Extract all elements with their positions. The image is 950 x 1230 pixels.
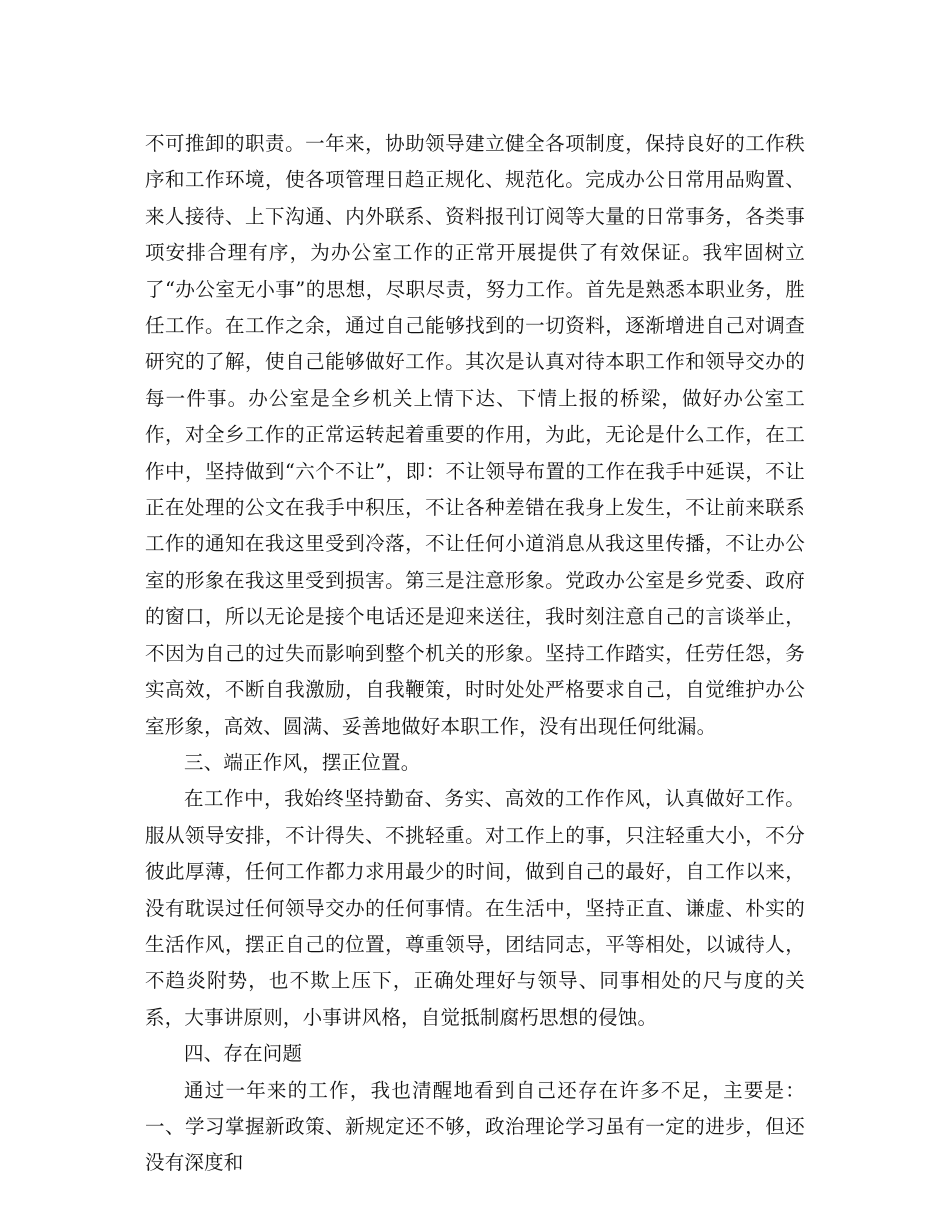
- section-heading-problems: 四、存在问题: [184, 1042, 303, 1066]
- document-body: [145, 126, 805, 1182]
- paragraph-style: 在工作中，我始终坚持勤奋、务实、高效的工作作风，认真做好工作。服从领导安排，不计得失、不挑轻重。对工作上的事，只注轻重大小，不分彼此厚薄，任何工作都力求用最少的时间，做到自己的最好，自工作以来，没有耽误过任何领导交办的任何事情。在生活中，坚持正直、谦虚、朴实的生活作风，摆正自己的位置，尊重领导，团结同志，平等相处，以诚待人，不趋炎附势，也不欺上压下，正确处理好与领导、同事相处的尺与度的关系，大事讲原则，小事讲风格，自觉抵制腐朽思想的侵蚀。: [145, 787, 805, 1029]
- paragraph-duties: 不可推卸的职责。一年来，协助领导建立健全各项制度，保持良好的工作秩序和工作环境，使各项管理日趋正规化、规范化。完成办公日常用品购置、来人接待、上下沟通、内外联系、资料报刊订阅等大量的日常事务，各类事项安排合理有序，为办公室工作的正常开展提供了有效保证。我牢固树立了“办公室无小事”的思想，尽职尽责，努力工作。首先是熟悉本职业务，胜任工作。在工作之余，通过自己能够找到的一切资料，逐渐增进自己对调查研究的了解，使自己能够做好工作。其次是认真对待本职工作和领导交办的每一件事。办公室是全乡机关上情下达、下情上报的桥梁，做好办公室工作，对全乡工作的正常运转起着重要的作用，为此，无论是什么工作，在工作中，坚持做到“六个不让”，即：不让领导布置的工作在我手中延误，不让正在处理的公文在我手中积压，不让各种差错在我身上发生，不让前来联系工作的通知在我这里受到冷落，不让任何小道消息从我这里传播，不让办公室的形象在我这里受到损害。第三是注意形象。党政办公室是乡党委、政府的窗口，所以无论是接个电话还是迎来送往，我时刻注意自己的言谈举止，不因为自己的过失而影响到整个机关的形象。坚持工作踏实，任劳任怨，务实高效，不断自我激励，自我鞭策，时时处处严格要求自己，自觉维护办公室形象，高效、圆满、妥善地做好本职工作，没有出现任何纰漏。: [145, 132, 805, 738]
- section-heading-style: 三、端正作风，摆正位置。: [184, 750, 421, 774]
- paragraph-problems: 通过一年来的工作，我也清醒地看到自己还存在许多不足，主要是：一、学习掌握新政策、新规定还不够，政治理论学习虽有一定的进步，但还没有深度和: [145, 1078, 805, 1175]
